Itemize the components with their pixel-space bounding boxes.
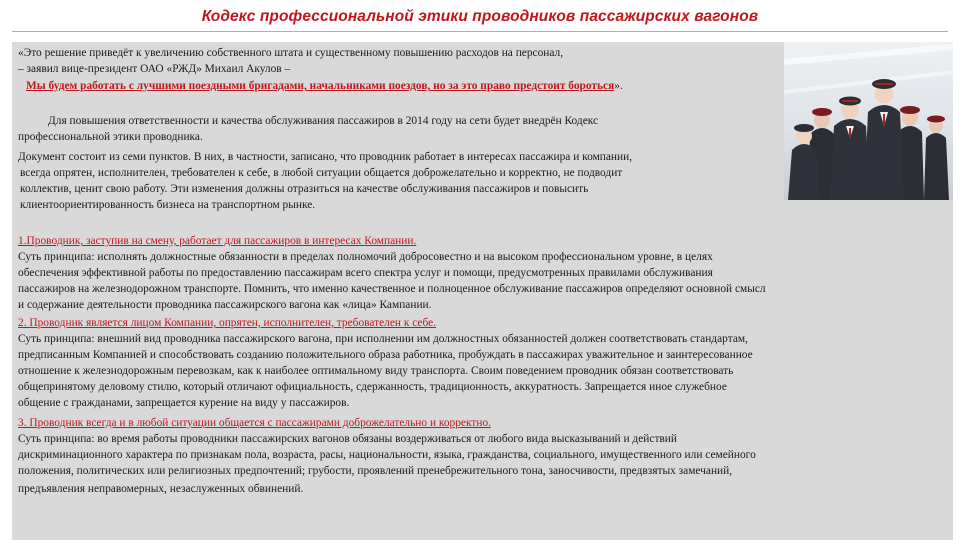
principle-1-line: и содержание деятельности проводника пассажирского вагона как «лица» Кампании. (18, 299, 432, 311)
quote-line-1: «Это решение приведёт к увеличению собственного штата и существенному повышению расходов на персонал, (18, 47, 564, 59)
title-divider (12, 31, 948, 32)
principle-1-heading: 1.Проводник, заступив на смену, работает для пассажиров в интересах Компании. (18, 235, 417, 247)
principle-3-line: дискриминационного характера по признакам пола, возраста, расы, национальности, языка, гражданства, социального, имущественного или семейного (18, 449, 756, 461)
principle-3-line: Суть принципа: во время работы проводники пассажирских вагонов обязаны воздерживаться от любого вида высказываний и действий (18, 433, 677, 445)
intro-line-3: Документ состоит из семи пунктов. В них, в частности, записано, что проводник работает в интересах пассажира и компании, (18, 151, 633, 163)
page-title: Кодекс профессиональной этики проводников пассажирских вагонов (201, 8, 759, 25)
intro-line-5: коллектив, ценит свою работу. Эти изменения должны отразиться на качестве обслуживания пассажиров и повысить (20, 183, 589, 195)
principle-2-line: предписанным Компанией и способствовать созданию положительного образа работника, пробуждать в пассажирах уважительное и заинтересованное (18, 349, 753, 361)
intro-line-4: всегда опрятен, исполнителен, требователен к себе, в любой ситуации общается доброжелательно и корректно, не подводит (20, 167, 623, 179)
intro-line-1: Для повышения ответственности и качества обслуживания пассажиров в 2014 году на сети будет внедрён Кодекс (48, 115, 599, 127)
principle-3-line: положения, политических или религиозных предпочтений; грубости, проявлений пренебрежительного тона, заносчивости, предвзятых замечаний, (18, 465, 733, 477)
principle-3-line: предъявления неправомерных, незаслуженных обвинений. (18, 483, 304, 495)
principle-1-line: обеспечения эффективной работы по предоставлению пассажирам всего спектра услуг и помощи, предусмотренных правилами обслуживания (18, 267, 713, 279)
intro-line-6: клиентоориентированность бизнеса на транспортном рынке. (20, 199, 316, 211)
quote-line-3 (26, 79, 623, 94)
quote-tail: ». (614, 80, 623, 92)
quote-line-2: – заявил вице-президент ОАО «РЖД» Михаил Акулов – (18, 63, 291, 75)
quote-highlight: Мы будем работать с лучшими поездными бригадами, начальниками поездов, но за это право предстоит бороться (26, 80, 615, 92)
principle-1-line: пассажиров на железнодорожном транспорте. Помнить, что именно качественное и полноценное обслуживание пассажиров определяют основной смысл (18, 283, 766, 295)
conductors-photo (784, 42, 953, 200)
intro-line-2: профессиональной этики проводника. (18, 131, 203, 143)
principle-1-line: Суть принципа: исполнять должностные обязанности в пределах полномочий добросовестно и на высоком профессиональном уровне, в целях (18, 251, 713, 263)
principle-2-line: Суть принципа: внешний вид проводника пассажирского вагона, при исполнении им должностных обязанностей должен соответствовать стандартам, (18, 333, 748, 345)
principle-2-line: общепринятому деловому стилю, который отличают официальность, сдержанность, традиционность, аккуратность. Запрещается иное служебное (18, 381, 727, 393)
principle-2-line: общение с гражданами, запрещается курение на виду у пассажиров. (18, 397, 350, 409)
principle-3-heading: 3. Проводник всегда и в любой ситуации общается с пассажирами доброжелательно и корректно. (18, 417, 491, 429)
principle-2-line: отношение к железнодорожным перевозкам, как к наиболее оптимальному виду транспорта. Своим поведением проводник обязан соответствовать (18, 365, 734, 377)
principle-2-heading: 2. Проводник является лицом Компании, опрятен, исполнителен, требователен к себе. (18, 317, 437, 329)
